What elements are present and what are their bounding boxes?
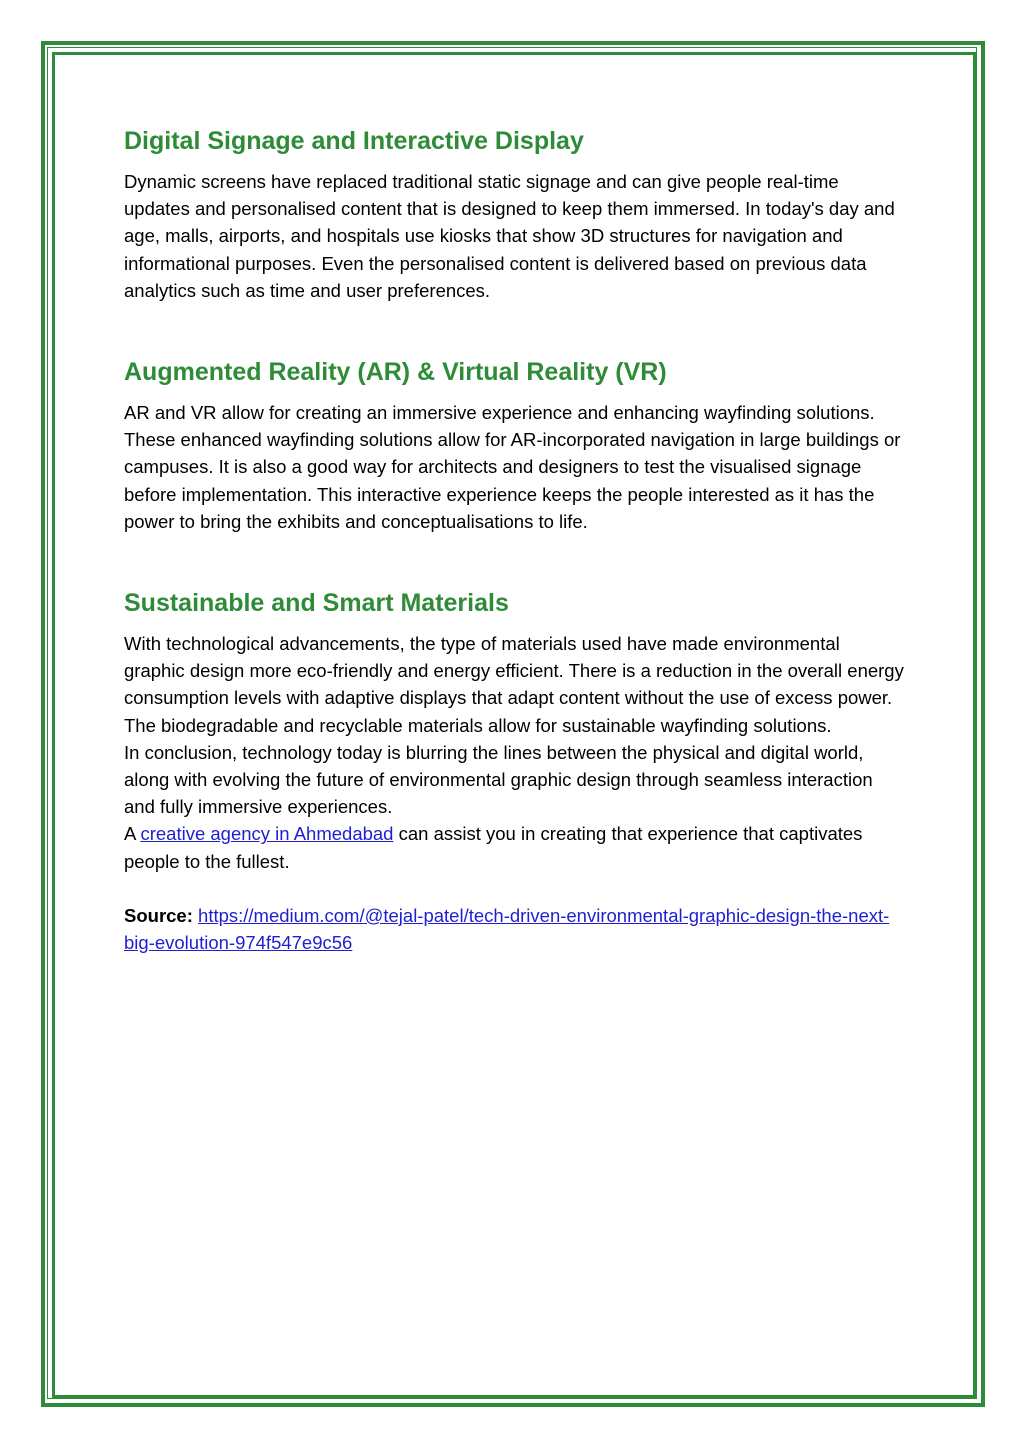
section-heading: Sustainable and Smart Materials — [124, 589, 509, 618]
closing-prefix: A — [124, 823, 141, 845]
source-line — [124, 902, 904, 956]
conclusion-paragraph: In conclusion, technology today is blurring the lines between the physical and digital world, along with evolving the future of environmental graphic design through seamless interaction and fully immersive experiences. — [124, 741, 873, 818]
section-heading: Augmented Reality (AR) & Virtual Reality (VR) — [124, 358, 667, 387]
creative-agency-link[interactable]: creative agency in Ahmedabad — [140, 823, 394, 845]
section-heading: Digital Signage and Interactive Display — [124, 127, 584, 155]
section-paragraph: Dynamic screens have replaced traditional static signage and can give people real-time updates and personalised content that is designed to keep them immersed. In today's day and age, malls, airports, and hospitals use kiosks that show 3D structures for navigation and informational purposes. Even the personalised content is delivered based on previous data analytics such as time and user preferences. — [124, 171, 895, 301]
section-digital-signage — [124, 122, 904, 304]
document-body — [124, 122, 904, 975]
section-sustainable-materials — [124, 584, 904, 875]
section-paragraph: AR and VR allow for creating an immersive experience and enhancing wayfinding solutions. These enhanced wayfinding solutions allow for AR-incorporated navigation in large buildings or campuses. It is also a good way for architects and designers to test the visualised signage before implementation. This interactive experience keeps the people interested as it has the power to bring the exhibits and conceptualisations to life. — [124, 402, 901, 532]
closing-suffix: can assist you in creating that experience that captivates people to the fullest. — [124, 823, 863, 872]
source-label: Source: — [124, 904, 193, 926]
source-url-link[interactable]: https://medium.com/@tejal-patel/tech-driven-environmental-graphic-design-the-next-big-evolution-974f547e9c56 — [124, 904, 890, 954]
section-ar-vr — [124, 353, 904, 535]
closing-paragraph — [124, 820, 904, 874]
section-paragraph: With technological advancements, the type of materials used have made environmental graphic design more eco-friendly and energy efficient. There is a reduction in the overall energy consumption levels with adaptive displays that adapt content without the use of excess power. The biodegradable and recyclable materials allow for sustainable wayfinding solutions. — [124, 633, 904, 736]
